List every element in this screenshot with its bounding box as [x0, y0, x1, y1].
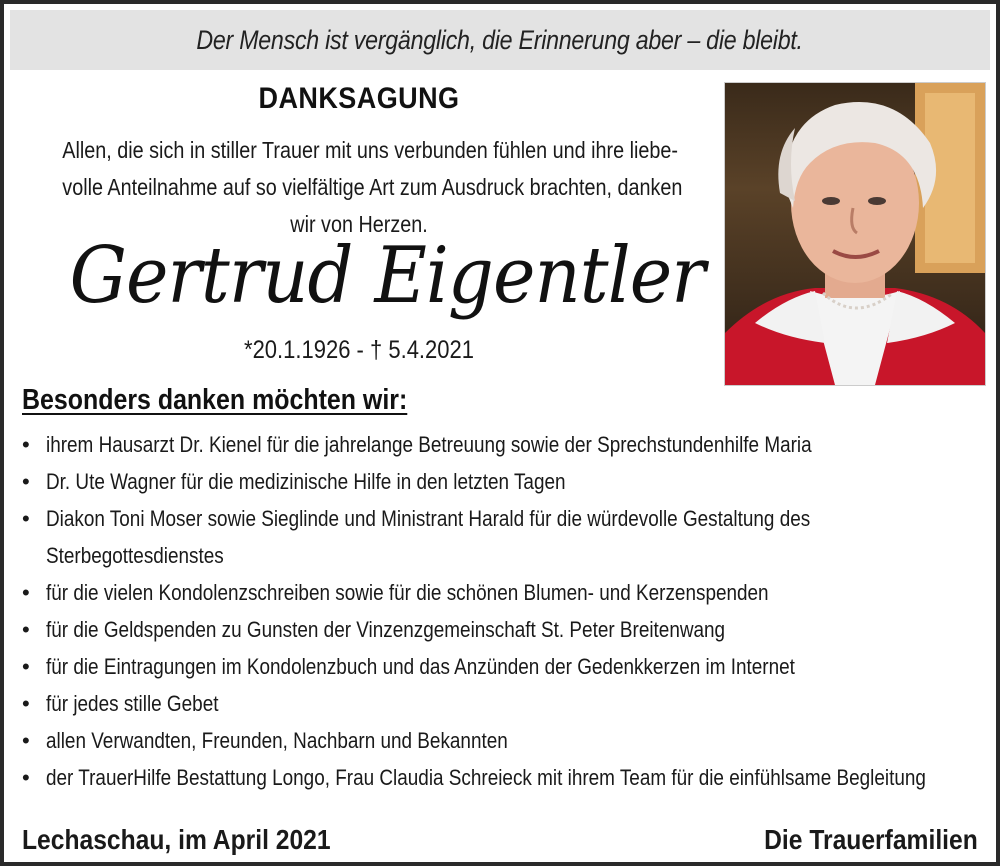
- motto-text: Der Mensch ist vergänglich, die Erinnerung aber – die bleibt.: [196, 24, 804, 55]
- list-item: [18, 426, 998, 463]
- bullet: •: [22, 506, 30, 531]
- list-item: [18, 759, 998, 796]
- life-dates: *20.1.1926 - † 5.4.2021: [244, 336, 474, 364]
- thanks-list: [18, 426, 998, 796]
- list-item-text: Sterbegottesdienstes: [46, 543, 224, 568]
- deceased-name: Gertrud Eigentler: [69, 231, 705, 321]
- bullet: •: [22, 617, 30, 642]
- bullet: •: [22, 580, 30, 605]
- list-item: [18, 648, 998, 685]
- list-item-text: für jedes stille Gebet: [46, 691, 219, 716]
- motto-band: [10, 10, 990, 70]
- list-item: [18, 500, 998, 574]
- notice-heading: DANKSAGUNG: [258, 82, 460, 115]
- intro-line: volle Anteilnahme auf so vielfältige Art zum Ausdruck brachten, danken: [62, 174, 683, 200]
- list-item-text: Dr. Ute Wagner für die medizinische Hilfe in den letzten Tagen: [46, 469, 566, 494]
- portrait-illustration: [725, 83, 985, 385]
- portrait-photo: [724, 82, 986, 386]
- bullet: •: [22, 469, 30, 494]
- intro-line: Allen, die sich in stiller Trauer mit uns verbunden fühlen und ihre liebe-: [62, 137, 679, 163]
- list-item: [18, 463, 998, 500]
- list-item-text: ihrem Hausarzt Dr. Kienel für die jahrelange Betreuung sowie der Sprechstundenhilfe Maria: [46, 432, 812, 457]
- intro-line: wir von Herzen.: [290, 211, 428, 237]
- list-item-text: für die Eintragungen im Kondolenzbuch und das Anzünden der Gedenkkerzen im Internet: [46, 654, 795, 679]
- list-item: [18, 611, 998, 648]
- bullet: •: [22, 728, 30, 753]
- list-item-text: für die Geldspenden zu Gunsten der Vinzenzgemeinschaft St. Peter Breitenwang: [46, 617, 726, 642]
- list-item-text: allen Verwandten, Freunden, Nachbarn und Bekannten: [46, 728, 508, 753]
- list-item-text: für die vielen Kondolenzschreiben sowie für die schönen Blumen- und Kerzenspenden: [46, 580, 769, 605]
- list-item: [18, 574, 998, 611]
- list-item-text: Diakon Toni Moser sowie Sieglinde und Ministrant Harald für die würdevolle Gestaltung des: [46, 506, 811, 531]
- thanks-heading: Besonders danken möchten wir:: [22, 384, 408, 416]
- list-item-text: der TrauerHilfe Bestattung Longo, Frau Claudia Schreieck mit ihrem Team für die einfühlsame Begleitung: [46, 765, 926, 790]
- list-item: [18, 722, 998, 759]
- list-item: [18, 685, 998, 722]
- family-signature: Die Trauerfamilien: [764, 824, 978, 855]
- bullet: •: [22, 765, 30, 790]
- bullet: •: [22, 691, 30, 716]
- bullet: •: [22, 432, 30, 457]
- bullet: •: [22, 654, 30, 679]
- place-date: Lechaschau, im April 2021: [22, 824, 331, 855]
